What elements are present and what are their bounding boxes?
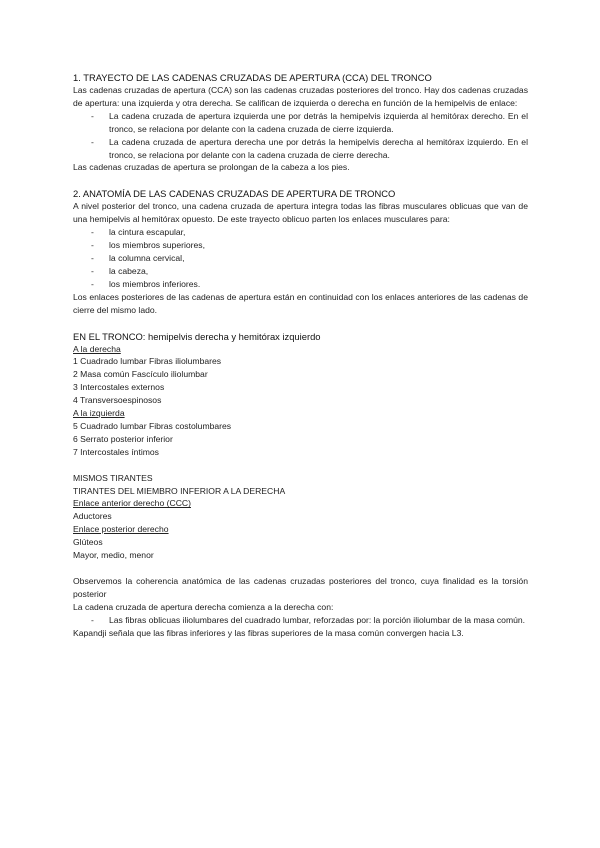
muscle-item: 1 Cuadrado lumbar Fibras iliolumbares (73, 356, 222, 367)
tirantes-heading: MISMOS TIRANTES (73, 472, 153, 483)
muscle-item: 5 Cuadrado lumbar Fibras costolumbares (73, 420, 232, 431)
section1-closing: Las cadenas cruzadas de apertura se prolongan de la cabeza a los pies. (73, 162, 350, 173)
muscle-item: 2 Masa común Fascículo iliolumbar (73, 369, 208, 380)
left-side-label: A la izquierda (73, 408, 125, 419)
section2-intro: A nivel posterior del tronco, una cadena cruzada de apertura integra todas las fibras musculares oblicuas que van de una hemipelvis al hemitórax opuesto. De este trayecto oblicuo parten los enlaces musculares para: (73, 201, 528, 225)
anterior-link-item: Aductores (73, 511, 112, 522)
posterior-link-item: Glúteos (73, 537, 103, 548)
anterior-link-label: Enlace anterior derecho (CCC) (73, 498, 191, 509)
trunk-heading: EN EL TRONCO: hemipelvis derecha y hemitórax izquierdo (73, 330, 321, 342)
section1-heading: 1. TRAYECTO DE LAS CADENAS CRUZADAS DE APERTURA (CCA) DEL TRONCO (73, 72, 432, 83)
list-item: - la columna cervical, (73, 252, 528, 265)
section3-para1: Observemos la coherencia anatómica de las cadenas cruzadas posteriores del tronco, cuya finalidad es la torsión posterior (73, 576, 528, 599)
list-item: - Las fibras oblicuas iliolumbares del cuadrado lumbar, reforzadas por: la porción iliolumbar de la masa común. (73, 614, 528, 627)
document-page (73, 71, 528, 640)
posterior-link-detail: Mayor, medio, menor (73, 550, 154, 561)
list-item: - la cintura escapular, (73, 226, 528, 239)
list-item: - La cadena cruzada de apertura derecha une por detrás la hemipelvis derecha al hemitórax izquierdo. En el tronco, se relaciona por delante con la cadena cruzada de cierre derecha. (73, 136, 528, 162)
section1-intro: Las cadenas cruzadas de apertura (CCA) son las cadenas cruzadas posteriores del tronco. Hay dos cadenas cruzadas de apertura: una izquierda y otra derecha. Se califican de izquierda o derecha en función de la hemipelvis de enlace: (73, 85, 528, 108)
muscle-item: 6 Serrato posterior inferior (73, 433, 173, 444)
section2-closing: Los enlaces posteriores de las cadenas de apertura están en continuidad con los enlaces anteriores de las cadenas de cierre del mismo lado. (73, 291, 528, 315)
list-item: - los miembros inferiores. (73, 278, 528, 291)
muscle-item: 4 Transversoespinosos (73, 395, 162, 406)
list-item: - la cabeza, (73, 265, 528, 278)
posterior-link-label: Enlace posterior derecho (73, 524, 169, 535)
section3-list (73, 614, 528, 627)
section3-para3: Kapandji señala que las fibras inferiores y las fibras superiores de la masa común convergen hacia L3. (73, 627, 464, 638)
section3-para2: La cadena cruzada de apertura derecha comienza a la derecha con: (73, 601, 334, 612)
section2-list (73, 226, 528, 291)
muscle-item: 7 Intercostales íntimos (73, 446, 159, 457)
right-side-label: A la derecha (73, 343, 121, 354)
section1-list (73, 110, 528, 162)
list-item: - La cadena cruzada de apertura izquierda une por detrás la hemipelvis izquierda al hemitórax derecho. En el tronco, se relaciona por delante con la cadena cruzada de cierre izquierda. (73, 110, 528, 136)
tirantes-subheading: TIRANTES DEL MIEMBRO INFERIOR A LA DERECHA (73, 485, 286, 496)
list-item: - los miembros superiores, (73, 239, 528, 252)
muscle-item: 3 Intercostales externos (73, 382, 165, 393)
section2-heading: 2. ANATOMÍA DE LAS CADENAS CRUZADAS DE APERTURA DE TRONCO (73, 188, 396, 200)
